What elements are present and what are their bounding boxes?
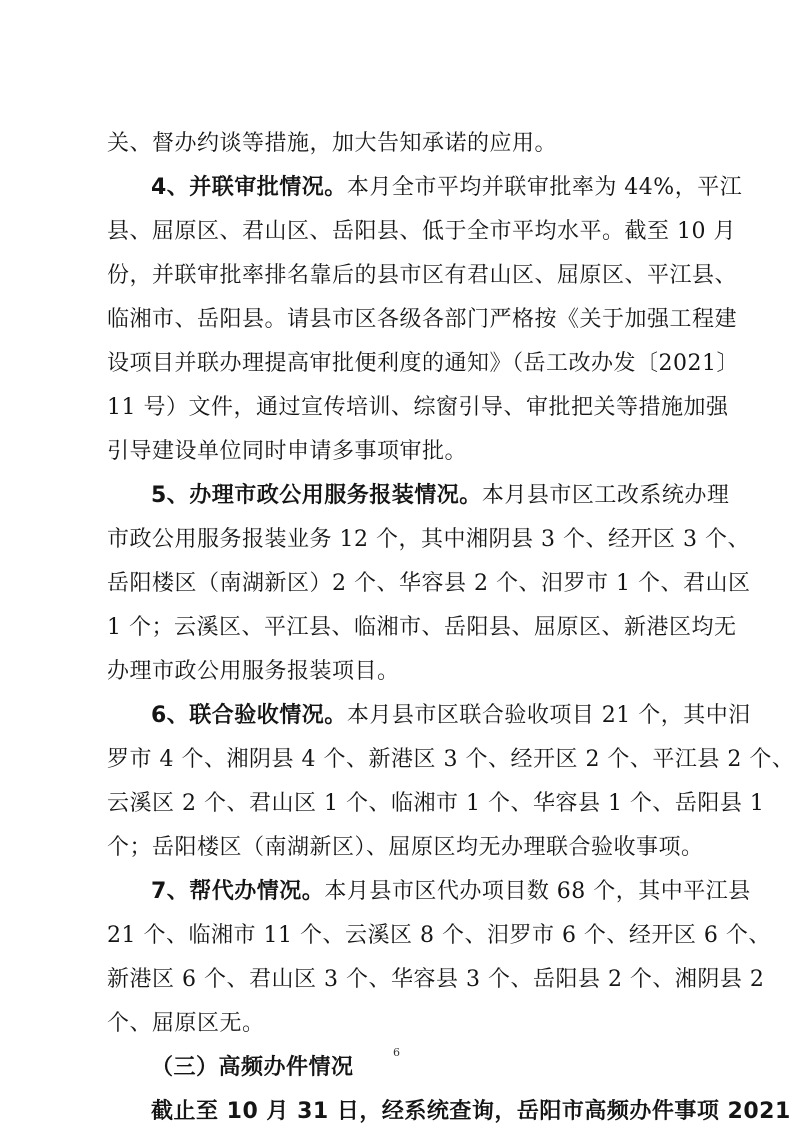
paragraph-line: 引导建设单位同时申请多事项审批。 [107,439,468,464]
paragraph-line: 云溪区 2 个、君山区 1 个、临湘市 1 个、华容县 1 个、岳阳县 1 [107,791,765,816]
paragraph-text: 本月县市区代办项目数 68 个，其中平江县 [324,879,751,904]
paragraph-line: 临湘市、岳阳县。请县市区各级各部门严格按《关于加强工程建 [107,307,738,332]
paragraph-heading: 6、联合验收情况。 [151,703,347,728]
page-number: 6 [393,1046,400,1059]
paragraph-line [107,870,751,914]
paragraph-line: 办理市政公用服务报装项目。 [107,659,400,684]
paragraph-heading: 7、帮代办情况。 [151,879,325,904]
paragraph-line: 21 个、临湘市 11 个、云溪区 8 个、汨罗市 6 个、经开区 6 个、 [107,923,771,948]
paragraph-text: 本月全市平均并联审批率为 44%，平江 [346,175,743,200]
paragraph-line: 1 个；云溪区、平江县、临湘市、岳阳县、屈原区、新港区均无 [107,615,737,640]
paragraph-text: 本月县市区联合验收项目 21 个，其中汨 [346,703,751,728]
paragraph-line [107,474,730,518]
section-heading: （三）高频办件情况 [151,1055,354,1080]
paragraph-heading: 5、办理市政公用服务报装情况。 [151,483,482,508]
paragraph-line: 设项目并联办理提高审批便利度的通知》（岳工改办发〔2021〕 [107,351,739,376]
paragraph-line: 罗市 4 个、湘阴县 4 个、新港区 3 个、经开区 2 个、平江县 2 个、 [107,747,794,772]
paragraph-line: 11 号）文件，通过宣传培训、综窗引导、审批把关等措施加强 [107,395,729,420]
body-text [107,122,794,1134]
paragraph-line: 份，并联审批率排名靠后的县市区有君山区、屈原区、平江县、 [107,263,738,288]
paragraph-line [107,166,743,210]
paragraph-line: 个；岳阳楼区（南湖新区）、屈原区均无办理联合验收事项。 [107,835,704,860]
paragraph-text: 本月县市区工改系统办理 [481,483,730,508]
paragraph-line: 关、督办约谈等措施，加大告知承诺的应用。 [107,131,558,156]
paragraph-line: 岳阳楼区（南湖新区）2 个、华容县 2 个、汨罗市 1 个、君山区 [107,571,751,596]
paragraph-line: 县、屈原区、君山区、岳阳县、低于全市平均水平。截至 10 月 [107,219,736,244]
paragraph-line: 个、屈原区无。 [107,1011,265,1036]
paragraph-line [107,694,751,738]
paragraph-line: 市政公用服务报装业务 12 个，其中湘阴县 3 个、经开区 3 个、 [107,527,750,552]
paragraph-heading: 4、并联审批情况。 [151,175,347,200]
paragraph-line: 新港区 6 个、君山区 3 个、华容县 3 个、岳阳县 2 个、湘阴县 2 [107,967,765,992]
paragraph-line: 截止至 10 月 31 日，经系统查询，岳阳市高频办件事项 2021 [151,1099,791,1124]
